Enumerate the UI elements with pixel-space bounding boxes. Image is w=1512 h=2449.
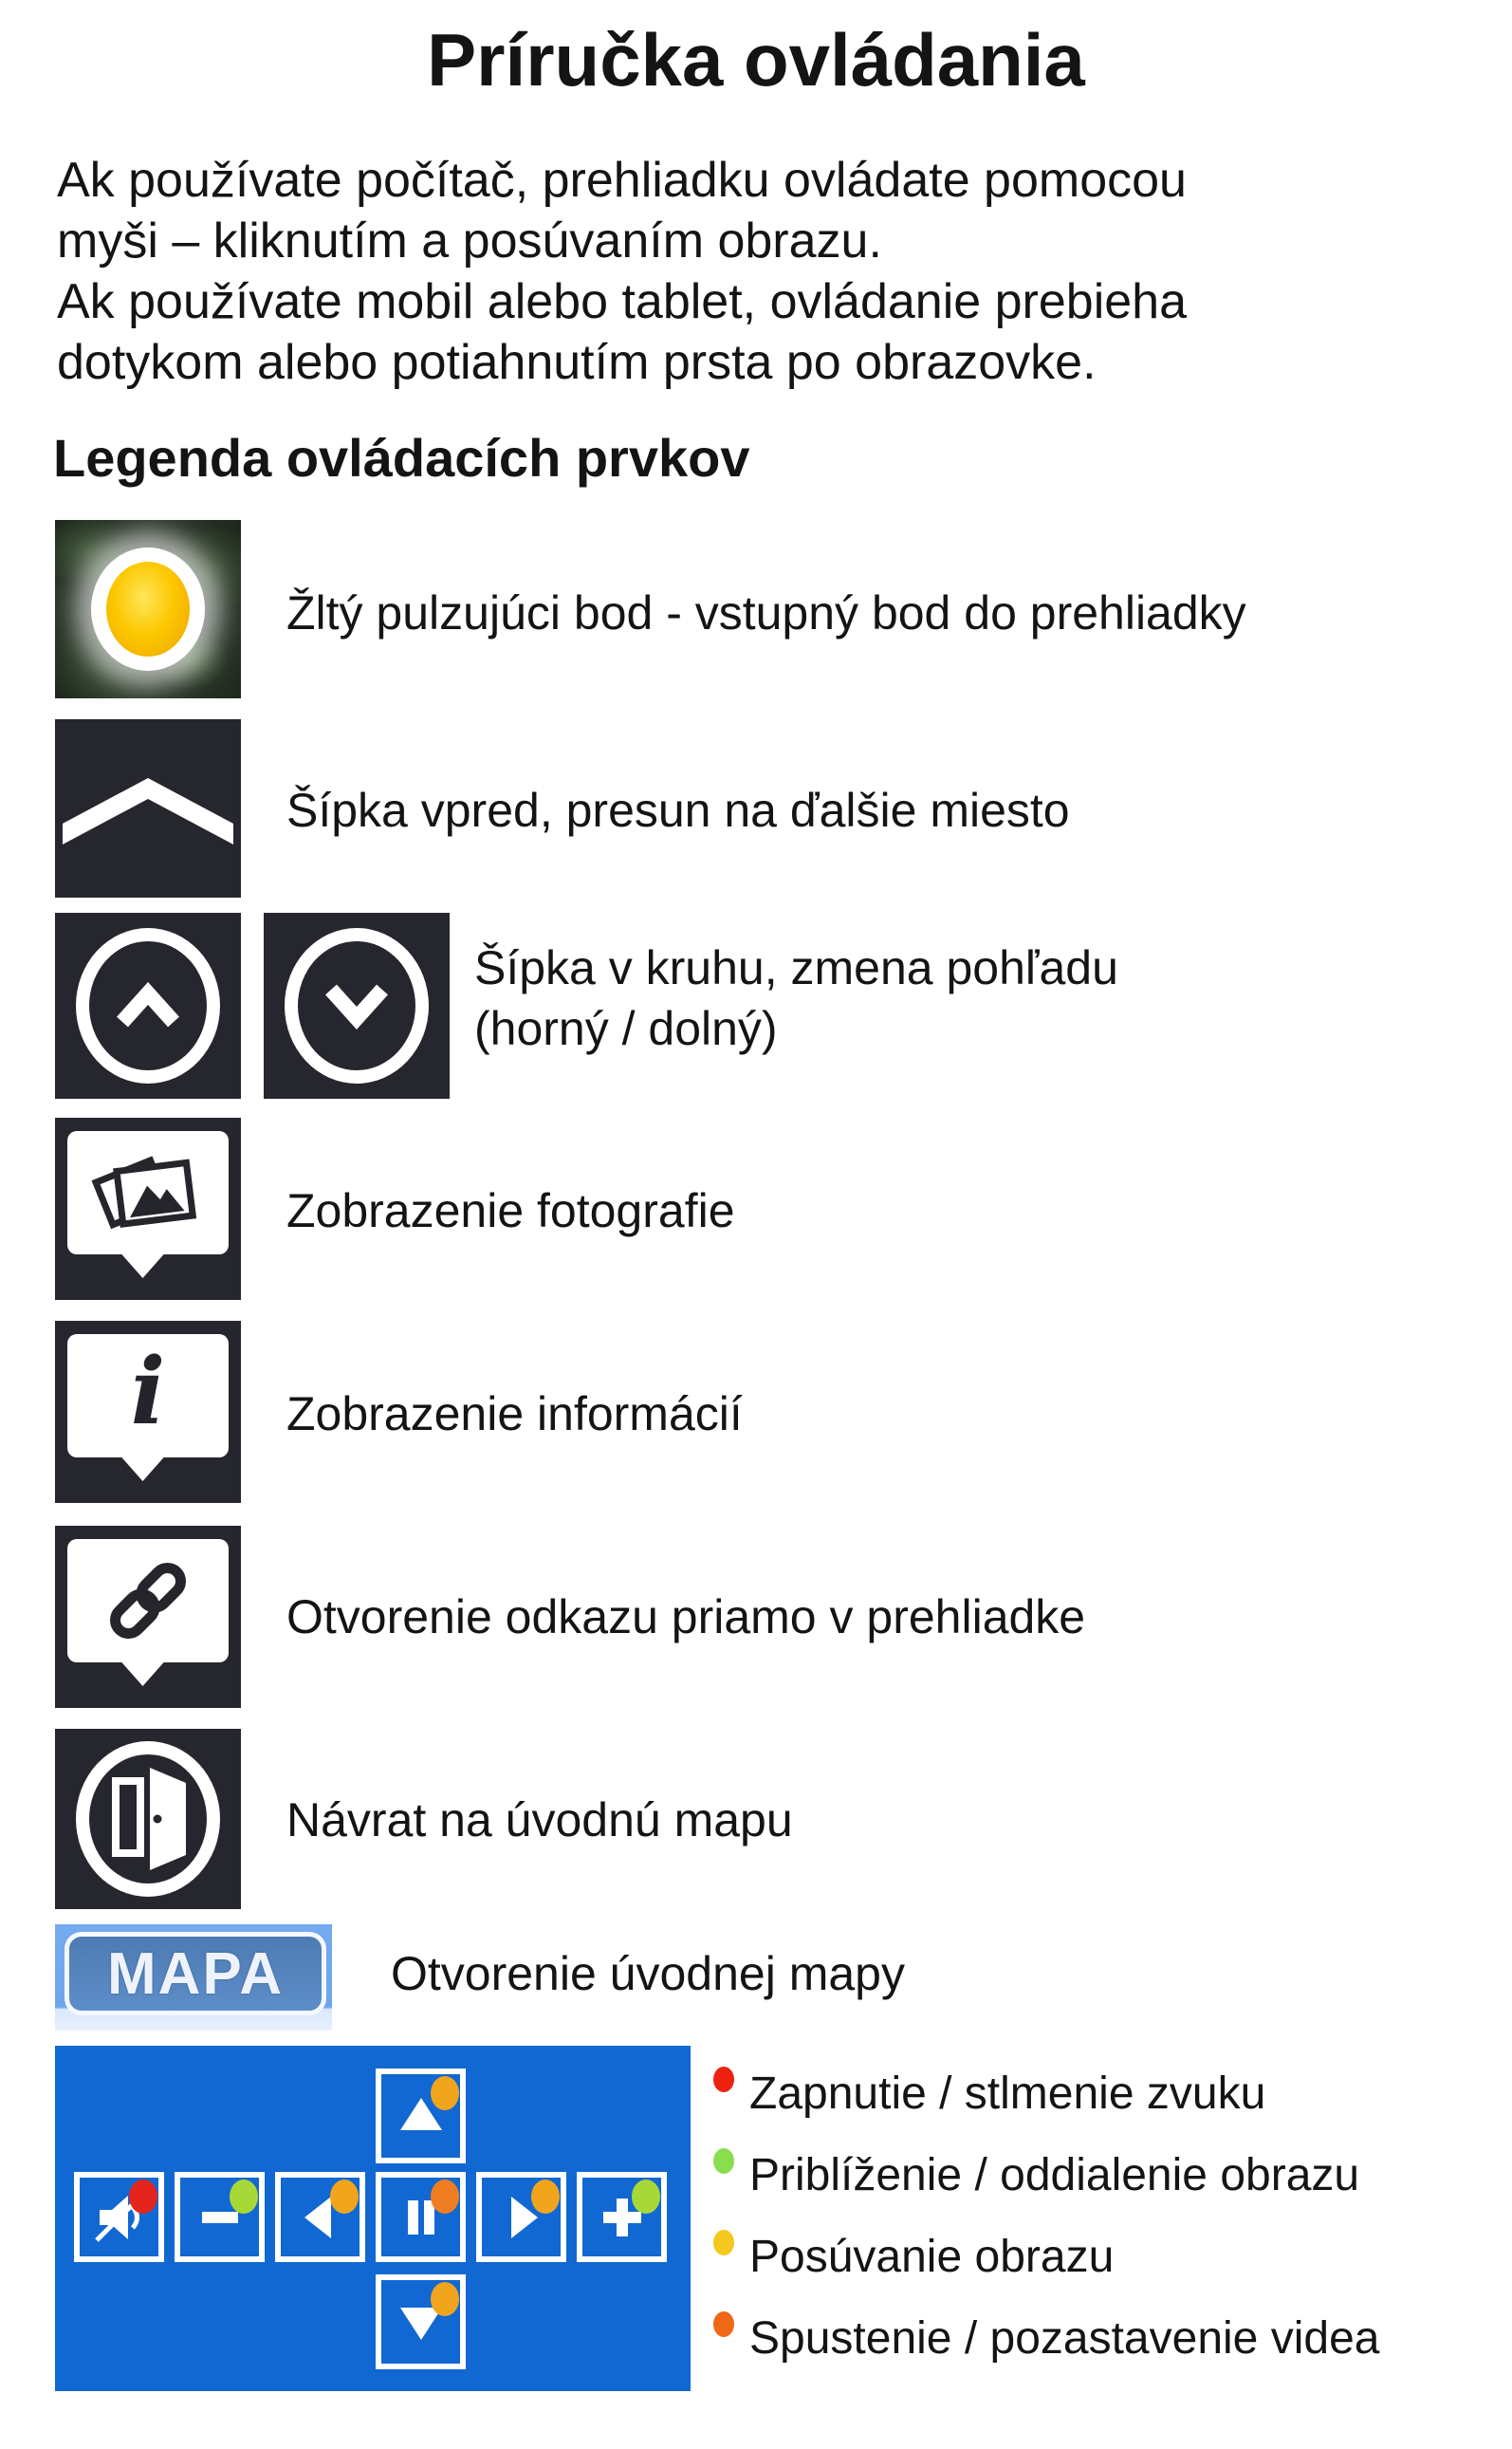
status-dot xyxy=(431,2282,459,2316)
legend-bullet xyxy=(713,2311,734,2337)
speech-bubble xyxy=(67,1131,229,1254)
map-button-label: Otvorenie úvodnej mapy xyxy=(391,1947,905,2000)
circle-arrow-down-icon xyxy=(264,913,450,1099)
open-door-glyph xyxy=(101,1762,195,1876)
intro-line: myši – kliknutím a posúvaním obrazu. xyxy=(57,213,882,269)
photo-label: Zobrazenie fotografie xyxy=(286,1184,735,1237)
photo-icon xyxy=(55,1118,241,1300)
forward-arrow-icon xyxy=(55,719,241,898)
entry-point-icon xyxy=(55,520,241,698)
status-dot xyxy=(129,2180,157,2214)
chevron-forward-glyph xyxy=(63,765,233,852)
panel-legend-label: Posúvanie obrazu xyxy=(749,2231,1115,2282)
photos-glyph xyxy=(82,1141,214,1245)
status-dot xyxy=(431,2180,459,2214)
entry-point-label: Žltý pulzujúci bod - vstupný bod do prehliadky xyxy=(286,586,1246,640)
intro-paragraph xyxy=(57,150,1187,393)
status-dot xyxy=(230,2180,258,2214)
pan-up-button xyxy=(376,2069,466,2163)
panel-legend-item xyxy=(713,2310,1379,2366)
pause-button xyxy=(376,2172,466,2262)
chevron-up-glyph xyxy=(115,982,181,1030)
status-dot xyxy=(531,2180,560,2214)
map-button-text: MAPA xyxy=(107,1940,284,2007)
info-glyph: i xyxy=(130,1338,166,1445)
panel-legend-label: Zapnutie / stlmenie zvuku xyxy=(749,2068,1266,2119)
yellow-pulse-dot xyxy=(106,562,190,657)
exit-door-icon xyxy=(55,1729,241,1909)
exit-door-label: Návrat na úvodnú mapu xyxy=(286,1793,793,1846)
info-label: Zobrazenie informácií xyxy=(286,1387,743,1440)
map-button xyxy=(55,1924,332,2031)
intro-line: Ak používate počítač, prehliadku ovládate pomocou xyxy=(57,153,1187,208)
legend-bullet xyxy=(713,2067,734,2092)
panel-legend-item xyxy=(713,2065,1265,2122)
chain-link-glyph xyxy=(96,1549,200,1653)
status-dot xyxy=(330,2180,359,2214)
chevron-down-glyph xyxy=(323,982,390,1030)
control-panel xyxy=(55,2046,691,2391)
panel-legend-label: Spustenie / pozastavenie videa xyxy=(749,2312,1380,2364)
legend-bullet xyxy=(713,2148,734,2174)
link-icon xyxy=(55,1526,241,1708)
pan-left-button xyxy=(275,2172,365,2262)
panel-legend-label: Priblíženie / oddialenie obrazu xyxy=(749,2149,1360,2200)
circle-arrow-label-line2: (horný / dolný) xyxy=(474,1002,778,1055)
panel-legend-item xyxy=(713,2228,1114,2285)
forward-arrow-label: Šípka vpred, presun na ďalšie miesto xyxy=(286,784,1070,837)
status-dot xyxy=(431,2076,459,2110)
link-label: Otvorenie odkazu priamo v prehliadke xyxy=(286,1590,1086,1643)
page-title: Príručka ovládania xyxy=(427,18,1085,102)
mute-button xyxy=(74,2172,164,2262)
circle-arrow-label xyxy=(474,937,1118,1059)
panel-legend-item xyxy=(713,2146,1359,2203)
legend-bullet xyxy=(713,2230,734,2255)
intro-line: Ak používate mobil alebo tablet, ovládanie prebieha xyxy=(57,274,1188,329)
pan-down-button xyxy=(376,2274,466,2369)
status-dot xyxy=(632,2180,660,2214)
legend-heading: Legenda ovládacích prvkov xyxy=(53,428,750,488)
circle-arrow-label-line1: Šípka v kruhu, zmena pohľadu xyxy=(474,941,1118,994)
circle-arrow-up-icon xyxy=(55,913,241,1099)
info-icon xyxy=(55,1321,241,1503)
speech-bubble xyxy=(67,1539,229,1662)
intro-line: dotykom alebo potiahnutím prsta po obrazovke. xyxy=(57,335,1097,390)
map-button-face xyxy=(65,1932,326,2015)
zoom-in-button xyxy=(577,2172,667,2262)
pan-right-button xyxy=(476,2172,566,2262)
speech-bubble xyxy=(67,1334,229,1457)
zoom-out-button xyxy=(175,2172,265,2262)
